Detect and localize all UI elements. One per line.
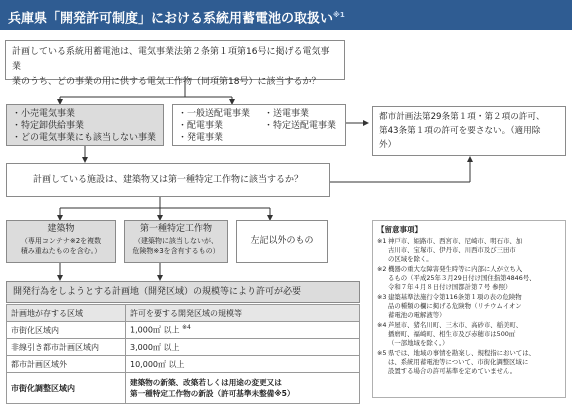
question-2-text: 計画している施設は、建築物又は第一種特定工作物に該当するか？ <box>32 175 303 185</box>
question-1-line-2: 業のうち、どの事業の用に供する電気工作物（同項第18号）に該当するか？ <box>12 77 321 87</box>
option-retail: ・小売電気事業 <box>12 109 76 119</box>
question-2-box <box>6 163 330 197</box>
note-5-line-3: 設置する場合の許可基準を定めていません。 <box>388 367 517 375</box>
option-col-1 <box>178 108 264 142</box>
note-2-line-2: るもの（平成25年３月29日付け国住指第4846号、 <box>388 274 536 282</box>
note-2-line-3: 令和７年４月８日付け国都計第７号 参照） <box>388 283 512 291</box>
permit-col-area: 計画地が存する区域 <box>7 305 126 322</box>
permit-scale-urbanization-control <box>126 373 360 404</box>
note-key-2: ※2 <box>377 265 387 273</box>
permit-last-line-1: 建築物の新築、改築若しくは用途の変更又は <box>130 378 282 387</box>
note-3-line-3: 蓄電池の電解液等） <box>388 311 446 319</box>
category-building-sub-1: （専用コンテナ※2を複数 <box>20 237 102 245</box>
note-4-line-1: 芦屋市、猪名川町、三木市、高砂市、稲美町、 <box>388 321 523 329</box>
option-generation: ・発電事業 <box>178 133 224 143</box>
retail-etc-option-box <box>6 104 164 146</box>
exempt-line-1: 都市計画法第29条第１項・第２項の許可、 <box>379 112 545 122</box>
permit-table-wrap <box>6 304 360 404</box>
permit-area-3: 都市計画区域外 <box>7 356 126 373</box>
note-3-line-1: 建築基準法施行令第116条第１項の表の危険物 <box>388 293 522 301</box>
note-1-line-2: 古川市、宝塚市、伊丹市、川西市及び三田市 <box>388 246 516 254</box>
note-1-line-3: の区域を除く。 <box>388 255 433 263</box>
note-2-line-1: 機器の重大な障害発生時等に内部に人が立ち入 <box>388 265 523 273</box>
permit-table <box>6 304 360 404</box>
option-specific-transmission: ・特定送配電事業 <box>264 121 337 131</box>
exempt-result-box <box>372 106 566 156</box>
table-row <box>7 322 360 339</box>
notes-title: 【留意事項】 <box>377 225 422 234</box>
question-1-line-1: 計画している系統用蓄電池は、電気事業法第２条第１項第16号に掲げる電気事業 <box>12 47 330 72</box>
category-specific-structure-box <box>124 220 228 263</box>
table-row <box>7 373 360 404</box>
permit-table-header <box>7 305 360 322</box>
note-item <box>377 237 561 264</box>
option-wholesale: ・特定卸供給事業 <box>12 121 85 131</box>
note-key-4: ※4 <box>377 321 387 329</box>
question-1-box <box>5 40 345 87</box>
transmission-etc-option-box <box>172 104 346 146</box>
note-item <box>377 293 561 320</box>
permit-mark-1: ※4 <box>182 324 191 332</box>
option-col-2 <box>264 108 336 142</box>
category-building-title: 建築物 <box>47 224 75 234</box>
permit-last-line-2: 第一種特定工作物の新設（許可基準未整備※5） <box>130 389 295 398</box>
note-4-line-3: （一部地域を除く。） <box>388 339 449 347</box>
permit-area-urbanization-control: 市街化調整区域内 <box>7 373 126 404</box>
table-row <box>7 356 360 373</box>
note-key-3: ※3 <box>377 293 387 301</box>
category-specific-title: 第一種特定工作物 <box>139 224 212 234</box>
category-specific-sub-1: （建築物に該当しないが、 <box>134 237 218 245</box>
category-building-box <box>6 220 116 263</box>
note-key-1: ※1 <box>377 237 387 245</box>
permit-col-scale: 許可を要する開発区域の規模等 <box>126 305 360 322</box>
permit-scale-1: 1,000㎡ 以上 <box>130 325 180 335</box>
note-item <box>377 349 561 376</box>
title-note-mark: ※1 <box>333 11 345 19</box>
exempt-line-3: 外） <box>379 140 397 150</box>
permit-scale-cell-1 <box>126 322 360 339</box>
exempt-line-2: 第43条第１項の許可を要さない。（適用除 <box>379 126 541 136</box>
category-other-box <box>236 220 328 263</box>
permit-area-1: 市街化区域内 <box>7 322 126 339</box>
note-5-line-2: は、系統用蓄電池等について、市街化調整区域に <box>388 358 529 366</box>
title-text: 兵庫県「開発許可制度」における系統用蓄電池の取扱い <box>8 11 334 27</box>
note-4-line-2: 播磨町、福崎町、相生市及び赤穂市は500㎡ <box>388 330 516 338</box>
option-none: ・どの電気事業にも該当しない事業 <box>12 133 157 143</box>
note-1-line-1: 神戸市、姫路市、西宮市、尼崎市、明石市、加 <box>388 237 523 245</box>
permit-heading-text: 開発行為をしようとする計画地（開発区域）の規模等により許可が必要 <box>13 287 302 297</box>
note-5-line-1: 県では、地域の事情を勘案し、規程指においては、 <box>388 349 535 357</box>
page-title <box>0 0 572 30</box>
option-transmission: ・送電事業 <box>264 109 310 119</box>
permit-scale-2: 3,000㎡ 以上 <box>126 339 360 356</box>
note-item <box>377 321 561 348</box>
option-distribution: ・配電事業 <box>178 121 224 131</box>
note-3-line-2: 品の種類の欄に掲げる危険物（リチウムイオン <box>388 302 522 310</box>
permit-scale-3: 10,000㎡ 以上 <box>126 356 360 373</box>
category-specific-sub-2: 危険物※3を含有するもの） <box>132 247 220 255</box>
permit-area-2: 非線引き都市計画区域内 <box>7 339 126 356</box>
option-general-transmission: ・一般送配電事業 <box>178 109 251 119</box>
notes-panel <box>372 220 566 398</box>
table-row <box>7 339 360 356</box>
note-key-5: ※5 <box>377 349 387 357</box>
category-building-sub-2: 積み重ねたものを含む。） <box>20 247 102 255</box>
permit-heading <box>6 281 360 303</box>
category-other-title: 左記以外のもの <box>250 236 314 246</box>
note-item <box>377 265 561 292</box>
